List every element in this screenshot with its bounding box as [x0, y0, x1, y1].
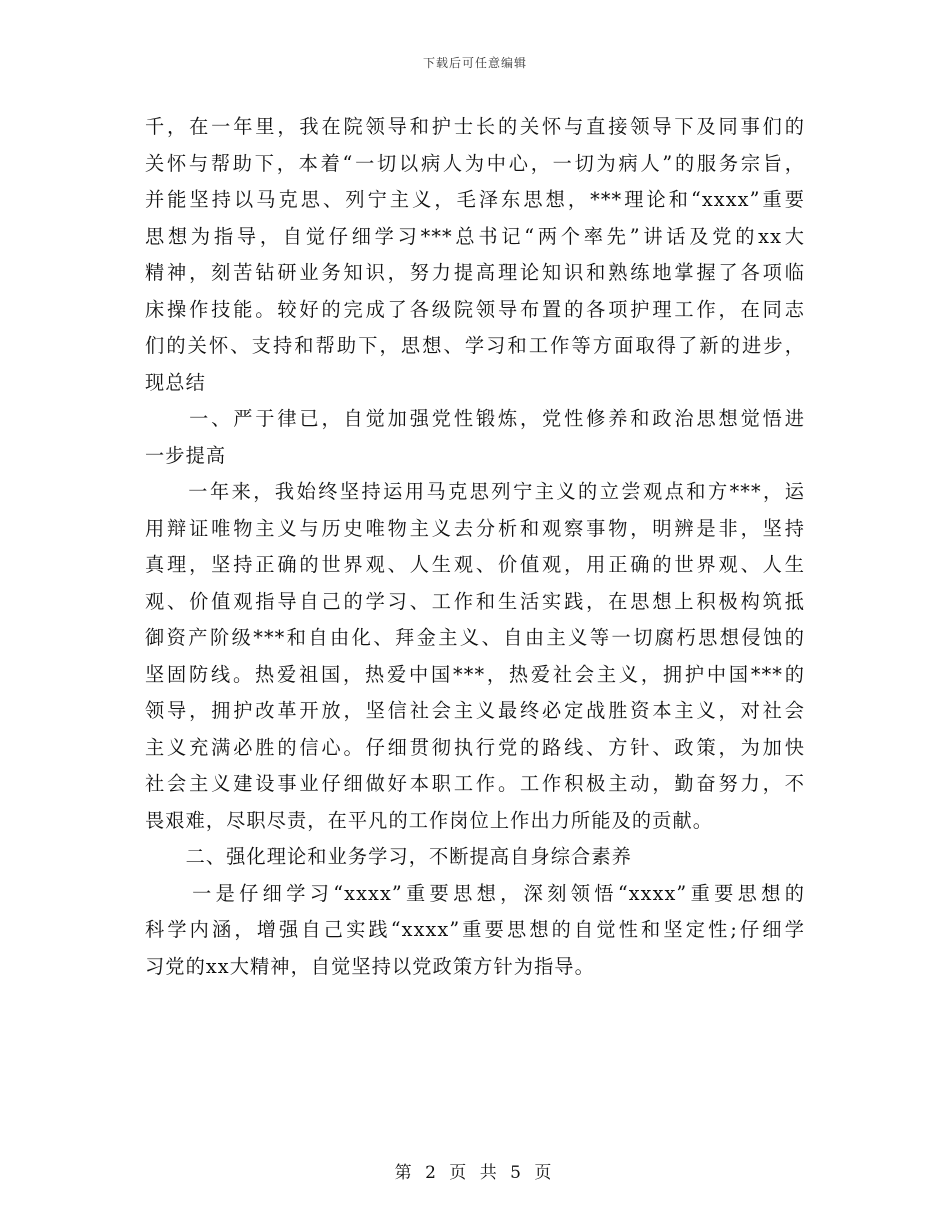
text-line: 科学内涵，增强自己实践“xxxx”重要思想的自觉性和坚定性;仔细学 [145, 918, 805, 941]
text-line: 关怀与帮助下，本着“一切以病人为中心，一切为病人”的服务宗旨， [145, 151, 805, 175]
page-header: 下载后可任意编辑 [422, 56, 527, 70]
section-heading-line: 二、强化理论和业务学习，不断提高自身综合素养 [145, 845, 632, 868]
text-line: 们的关怀、支持和帮助下，思想、学习和工作等方面取得了新的进步， [145, 334, 805, 357]
text-line: 坚固防线。热爱祖国，热爱中国***，热爱社会主义，拥护中国***的 [145, 662, 805, 686]
text-line: 精神，刻苦钻研业务知识，努力提高理论知识和熟练地掌握了各项临 [145, 261, 805, 284]
text-line: 社会主义建设事业仔细做好本职工作。工作积极主动，勤奋努力，不 [145, 772, 805, 795]
text-line: 习党的xx大精神，自觉坚持以党政策方针为指导。 [145, 954, 595, 978]
text-line: 畏艰难，尽职尽责，在平凡的工作岗位上作出力所能及的贡献。 [145, 808, 714, 832]
document-body [145, 109, 805, 985]
text-line: 思想为指导，自觉仔细学习***总书记“两个率先”讲话及党的xx大 [145, 224, 805, 248]
text-line: 现总结 [145, 370, 206, 394]
section-heading-line: 一步提高 [145, 443, 227, 467]
text-line: 一是仔细学习“xxxx”重要思想，深刻领悟“xxxx”重要思想的 [145, 881, 805, 905]
text-line: 并能坚持以马克思、列宁主义，毛泽东思想，***理论和“xxxx”重要 [145, 188, 805, 211]
text-line: 床操作技能。较好的完成了各级院领导布置的各项护理工作，在同志 [145, 297, 805, 321]
text-line: 真理，坚持正确的世界观、人生观、价值观，用正确的世界观、人生 [145, 553, 805, 576]
text-line: 一年来，我始终坚持运用马克思列宁主义的立尝观点和方***，运 [145, 480, 805, 503]
section-heading-line: 一、严于律已，自觉加强党性锻炼，党性修养和政治思想觉悟进 [145, 407, 805, 430]
text-line: 用辩证唯物主义与历史唯物主义去分析和观察事物，明辨是非，坚持 [145, 516, 805, 540]
text-line: 观、价值观指导自己的学习、工作和生活实践，在思想上积极构筑抵 [145, 589, 805, 613]
text-line: 御资产阶级***和自由化、拜金主义、自由主义等一切腐朽思想侵蚀的 [145, 626, 805, 649]
text-line: 领导，拥护改革开放，坚信社会主义最终必定战胜资本主义，对社会 [145, 699, 805, 722]
text-line: 千，在一年里，我在院领导和护士长的关怀与直接领导下及同事们的 [145, 115, 805, 138]
page-number-footer: 第 2 页 共 5 页 [394, 1163, 556, 1183]
text-line: 主义充满必胜的信心。仔细贯彻执行党的路线、方针、政策，为加快 [145, 735, 805, 759]
